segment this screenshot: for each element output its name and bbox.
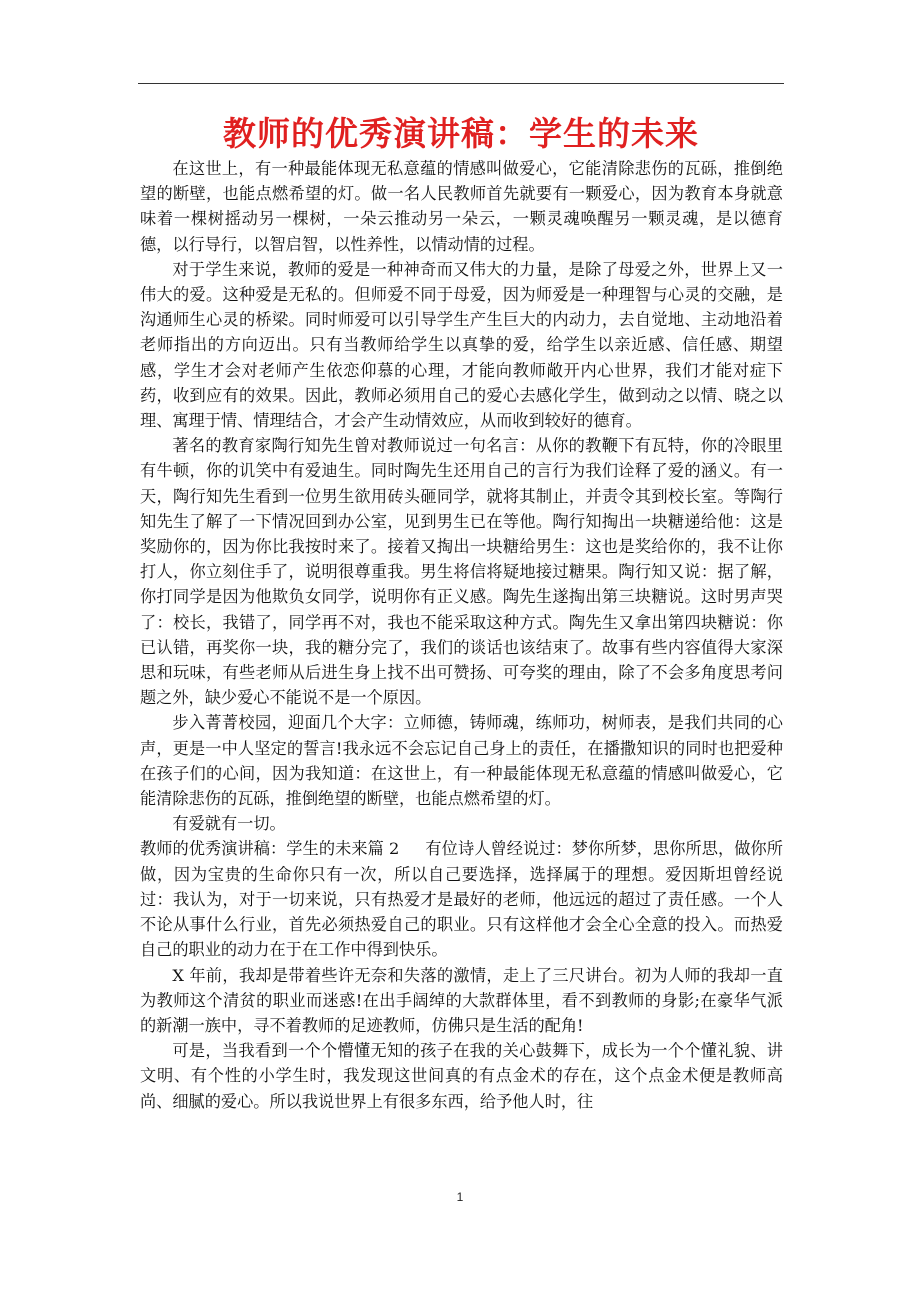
paragraph: 有爱就有一切。: [172, 814, 286, 834]
paragraph: X 年前，我却是带着些许无奈和失落的激情，走上了三尺讲台。初为人师的我却一直为教师这个清贫的职业而迷惑!在出手阔绰的大款群体里，看不到教师的身影;在豪华气派的新潮一族中，寻不着教师的足迹教师，仿佛只是生活的配角!: [140, 965, 783, 1035]
paragraph: 在这世上，有一种最能体现无私意蕴的情感叫做爱心，它能清除悲伤的瓦砾，推倒绝望的断壁，也能点燃希望的灯。做一名人民教师首先就要有一颗爱心，因为教育本身就意味着一棵树摇动另一棵树，一朵云推动另一朵云，一颗灵魂唤醒另一颗灵魂，是以德育德，以行导行，以智启智，以性养性，以情动情的过程。: [140, 159, 783, 254]
page-number: 1: [456, 1190, 464, 1204]
paragraph: 对于学生来说，教师的爱是一种神奇而又伟大的力量，是除了母爱之外，世界上又一伟大的爱。这种爱是无私的。但师爱不同于母爱，因为师爱是一种理智与心灵的交融，是沟通师生心灵的桥梁。同时师爱可以引导学生产生巨大的内动力，去自觉地、主动地沿着老师指出的方向迈出。只有当教师给学生以真挚的爱，给学生以亲近感、信任感、期望感，学生才会对老师产生依恋仰慕的心理，才能向教师敞开内心世界，我们才能对症下药，收到应有的效果。因此，教师必须用自己的爱心去感化学生，做到动之以情、晓之以理、寓理于情、情理结合，才会产生动情效应，从而收到较好的德育。: [140, 259, 783, 431]
paragraph: 著名的教育家陶行知先生曾对教师说过一句名言：从你的教鞭下有瓦特，你的冷眼里有牛顿，你的讥笑中有爱迪生。同时陶先生还用自己的言行为我们诠释了爱的涵义。有一天，陶行知先生看到一位男生欲用砖头砸同学，就将其制止，并责令其到校长室。等陶行知先生了解了一下情况回到办公室，见到男生已在等他。陶行知掏出一块糖递给他：这是奖励你的，因为你比我按时来了。接着又掏出一块糖给男生：这也是奖给你的，我不让你打人，你立刻住手了，说明很尊重我。男生将信将疑地接过糖果。陶行知又说：据了解，你打同学是因为他欺负女同学，说明你有正义感。陶先生遂掏出第三块糖说。这时男声哭了：校长，我错了，同学再不对，我也不能采取这种方式。陶先生又拿出第四块糖说：你已认错，再奖你一块，我的糖分完了，我们的谈话也该结束了。故事有些内容值得大家深思和玩味，有些老师从后进生身上找不出可赞扬、可夸奖的理由，除了不会多角度思考问题之外，缺少爱心不能说不是一个原因。: [140, 436, 783, 708]
document-body: [140, 156, 783, 1114]
section-2-first-text: 有位诗人曾经说过：梦你所梦，思你所思，做你所做，因为宝贵的生命你只有一次，所以自己要选择，选择属于的理想。爱因斯坦曾经说过：我认为，对于一切来说，只有热爱才是最好的老师，他远远的超过了责任感。一个人不论从事什么行业，首先必须热爱自己的职业。只有这样他才会全心全意的投入。而热爱自己的职业的动力在于在工作中得到快乐。: [140, 839, 783, 960]
document-title: 教师的优秀演讲稿：学生的未来: [223, 114, 699, 153]
paragraph: 步入菁菁校园，迎面几个大字：立师德，铸师魂，练师功，树师表，是我们共同的心声，更是一中人坚定的誓言!我永远不会忘记自己身上的责任，在播撒知识的同时也把爱种在孩子们的心间，因为我知道：在这世上，有一种最能体现无私意蕴的情感叫做爱心，它能清除悲伤的瓦砾，推倒绝望的断壁，也能点燃希望的灯。: [140, 713, 783, 809]
header-rule: [138, 83, 784, 84]
paragraph: 可是，当我看到一个个懵懂无知的孩子在我的关心鼓舞下，成长为一个个懂礼貌、讲文明、有个性的小学生时，我发现这世间真的有点金术的存在，这个点金术便是教师高尚、细腻的爱心。所以我说世界上有很多东西，给予他人时，往: [140, 1041, 783, 1111]
section-2-paragraph: [140, 836, 783, 962]
section-2-heading: 教师的优秀演讲稿：学生的未来篇 2: [140, 839, 400, 859]
